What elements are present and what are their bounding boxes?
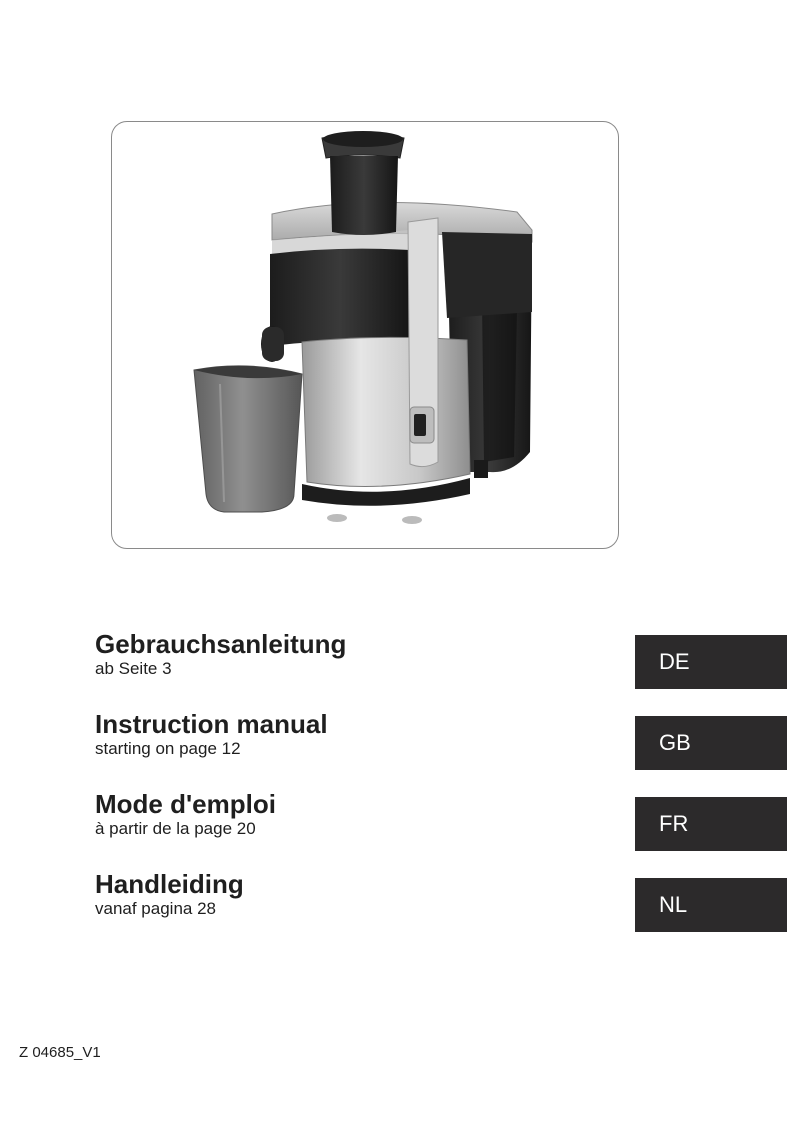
manual-entry-fr	[95, 789, 276, 839]
manual-entry-gb	[95, 709, 328, 759]
language-badge-fr: FR	[635, 797, 787, 851]
manual-title: Mode d'emploi	[95, 789, 276, 819]
manual-title: Handleiding	[95, 869, 244, 899]
manual-subtitle: ab Seite 3	[95, 659, 172, 678]
juicer-with-jug-icon	[112, 122, 619, 549]
manual-subtitle: starting on page 12	[95, 739, 241, 758]
manual-entry-nl	[95, 869, 244, 919]
manual-title: Instruction manual	[95, 709, 328, 739]
language-badge-gb: GB	[635, 716, 787, 770]
manual-subtitle: à partir de la page 20	[95, 819, 256, 838]
product-photo-frame	[111, 121, 619, 549]
language-badge-de: DE	[635, 635, 787, 689]
document-code: Z 04685_V1	[19, 1044, 101, 1061]
manual-entry-de	[95, 629, 346, 679]
manual-title: Gebrauchsanleitung	[95, 629, 347, 659]
language-badge-nl: NL	[635, 878, 787, 932]
manual-subtitle: vanaf pagina 28	[95, 899, 216, 918]
